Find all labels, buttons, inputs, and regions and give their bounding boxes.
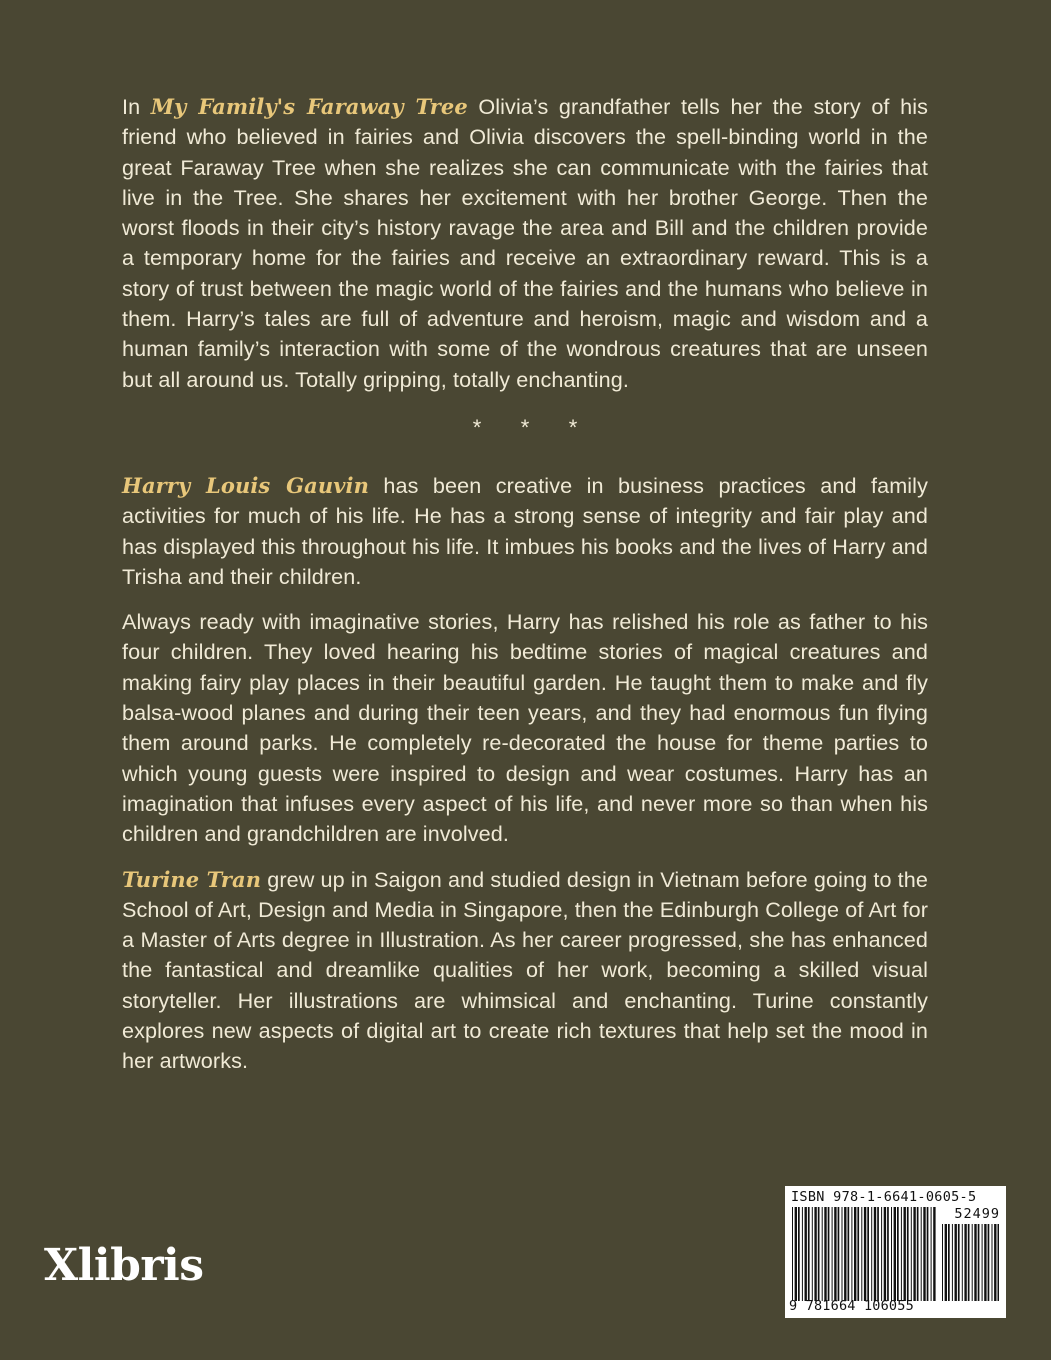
barcode-bar: [814, 1207, 816, 1301]
barcode-bar: [798, 1207, 800, 1301]
book-title: My Family's Faraway Tree: [150, 94, 468, 119]
barcode-bar: [864, 1207, 866, 1301]
barcode-bar: [897, 1207, 899, 1301]
separator-star: *: [568, 414, 578, 440]
barcode-bar: [884, 1207, 886, 1301]
barcode-bar: [972, 1224, 973, 1301]
barcode-bar: [874, 1207, 876, 1301]
barcode-bar: [867, 1207, 869, 1301]
barcode-bars: [791, 1207, 937, 1301]
blurb-paragraph: [122, 92, 928, 395]
blurb-lead: In: [122, 94, 141, 119]
barcode-bar: [881, 1207, 882, 1301]
barcode-bar: [891, 1207, 892, 1301]
barcode-bar: [904, 1207, 906, 1301]
barcode-bar: [808, 1207, 810, 1301]
section-separator: [122, 413, 928, 443]
barcode-bar: [842, 1207, 843, 1301]
barcode-bar: [942, 1224, 943, 1301]
barcode-bar: [812, 1207, 813, 1301]
author-bio-paragraph: [122, 471, 928, 592]
illustrator-bio-paragraph: [122, 865, 928, 1077]
barcode-bar: [923, 1207, 925, 1301]
barcode-bar: [857, 1207, 859, 1301]
barcode-bar: [907, 1207, 909, 1301]
barcode-bar: [927, 1207, 929, 1301]
barcode-bar: [933, 1207, 935, 1301]
barcode-bar: [824, 1207, 826, 1301]
barcode-bar: [992, 1224, 993, 1301]
barcode-bar: [805, 1207, 807, 1301]
barcode-bar: [861, 1207, 862, 1301]
barcode-bar: [792, 1207, 793, 1301]
barcode-bar: [822, 1207, 823, 1301]
barcode-bar: [964, 1224, 966, 1301]
barcode-bar: [838, 1207, 840, 1301]
barcode-bar: [913, 1207, 915, 1301]
barcode-bar: [962, 1224, 963, 1301]
barcode-bar: [844, 1207, 846, 1301]
barcode-bar: [982, 1224, 983, 1301]
barcode-bar: [945, 1224, 947, 1301]
separator-star: *: [472, 414, 482, 440]
barcode-bar: [911, 1207, 912, 1301]
author-bio-text: has been creative in business practices and family activities for much of his life. He has a strong sense of integrity and fair play and has displayed this throughout his life. It imbues his books and the lives of Harry and Trisha and their children.: [122, 472, 928, 589]
barcode-bar: [978, 1224, 980, 1301]
barcode-bar: [917, 1207, 919, 1301]
isbn-barcode: [785, 1186, 1006, 1318]
barcode-bar: [988, 1224, 990, 1301]
barcode-bar: [818, 1207, 820, 1301]
barcode-bar: [834, 1207, 836, 1301]
barcode-addon-bars: [941, 1224, 1000, 1301]
barcode-bar: [984, 1224, 986, 1301]
barcode-bar: [994, 1224, 996, 1301]
barcode-bar: [931, 1207, 932, 1301]
isbn-label: ISBN 978-1-6641-0605-5: [791, 1189, 977, 1205]
separator-star: *: [520, 414, 530, 440]
barcode-bar: [955, 1224, 957, 1301]
barcode-bar: [974, 1224, 976, 1301]
barcode-bar: [848, 1207, 850, 1301]
barcode-bar: [998, 1224, 1000, 1301]
barcode-bar: [958, 1224, 960, 1301]
barcode-bar: [877, 1207, 879, 1301]
barcode-bar: [952, 1224, 953, 1301]
publisher-logo: Xlibris: [44, 1240, 204, 1291]
barcode-bar: [901, 1207, 902, 1301]
author-name: Harry Louis Gauvin: [122, 472, 369, 498]
barcode-bar: [948, 1224, 950, 1301]
price-code: 52499: [954, 1206, 1000, 1222]
barcode-bar: [854, 1207, 856, 1301]
illustrator-name: Turine Tran: [122, 866, 262, 892]
barcode-bar: [828, 1207, 830, 1301]
blurb-text: Olivia’s grandfather tells her the story of his friend who believed in fairies and Olivia discovers the spell-binding world in the great Faraway Tree when she realizes she can communicate with the fairies that live in the Tree. She shares her excitement with her brother George. Then the worst floods in their city’s history ravage the area and Bill and the children provide a temporary home for the fairies and receive an extraordinary reward. This is a story of trust between the magic world of the fairies and the humans who believe in them. Harry’s tales are full of adventure and heroism, magic and wisdom and a human family’s interaction with some of the wondrous creatures that are unseen but all around us. Totally gripping, totally enchanting.: [122, 94, 929, 392]
barcode-bar: [968, 1224, 970, 1301]
barcode-bar: [871, 1207, 872, 1301]
barcode-bar: [921, 1207, 922, 1301]
barcode-bar: [795, 1207, 797, 1301]
barcode-bar: [851, 1207, 852, 1301]
author-bio-paragraph-2: Always ready with imaginative stories, Harry has relished his role as father to his four children. They loved hearing his bedtime stories of magical creatures and making fairy play places in their beautiful garden. He taught them to make and fly balsa-wood planes and during their teen years, and they had enormous fun flying them around parks. He completely re-decorated the house for theme parties to which young guests were inspired to design and wear costumes. Harry has an imagination that infuses every aspect of his life, and never more so than when his children and grandchildren are involved.: [122, 609, 928, 847]
barcode-bar: [887, 1207, 889, 1301]
barcode-bar: [802, 1207, 803, 1301]
barcode-bar: [832, 1207, 833, 1301]
illustrator-bio-text: grew up in Saigon and studied design in Vietnam before going to the School of Art, Design and Media in Singapore, then the Edinburgh College of Art for a Master of Arts degree in Illustration. As her career progressed, she has enhanced the fantastical and dreamlike qualities of her work, becoming a skilled visual storyteller. Her illustrations are whimsical and enchanting. Turine constantly explores new aspects of digital art to create rich textures that help set the mood in her artworks.: [122, 866, 928, 1074]
back-cover-text: [122, 92, 928, 1077]
barcode-bar: [894, 1207, 896, 1301]
ean-digits: 9 781664 106055: [789, 1298, 914, 1314]
